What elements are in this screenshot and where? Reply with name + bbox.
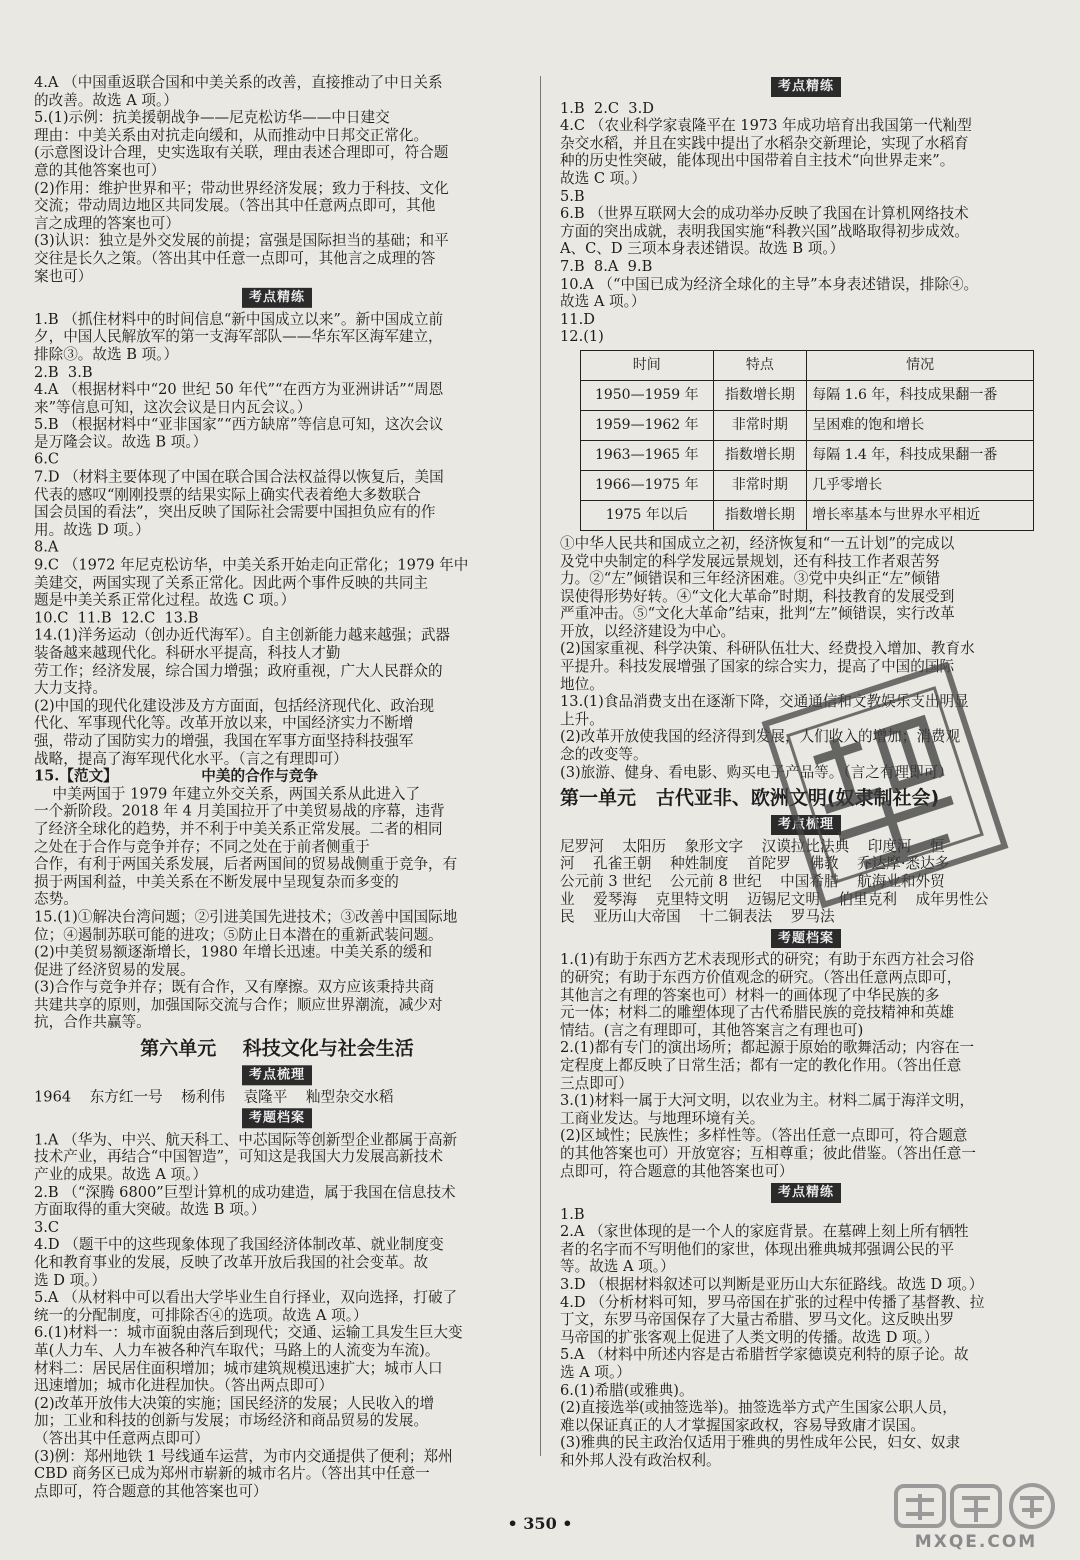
section-tag-label: 考点梳理 <box>771 815 841 835</box>
section-tag <box>34 1065 520 1085</box>
answer-line: (2)国家重视、科学决策、科研队伍壮大、经费投入增加、教育水 <box>560 640 975 658</box>
table-cell: 几乎零增长 <box>807 470 1034 500</box>
table-header-cell: 情况 <box>807 350 1034 380</box>
answer-line: 点即可，符合题意的其他答案也可） <box>34 1482 268 1500</box>
answer-line: （答出其中任意两点即可） <box>34 1429 210 1447</box>
answer-line: (2)中美贸易额逐渐增长，1980 年增长迅速。中美关系的缓和 <box>34 943 433 961</box>
watermark-url: MXQE.COM <box>914 1532 1038 1552</box>
answer-line: (2)作用：维护世界和平；带动世界经济发展；致力于科技、文化 <box>34 179 449 197</box>
answer-line: 交往是长久之策。（答出其中任意一点即可，其他言之成理的答 <box>34 249 436 267</box>
table-header-cell: 特点 <box>713 350 807 380</box>
answer-line: 7.D （材料主要体现了中国在联合国合法权益得以恢复后，美国 <box>34 468 444 486</box>
answer-line: 革(人力车、人力车被各种汽车取代；马路上的人流变为车流)。 <box>34 1342 440 1360</box>
spacer <box>118 768 202 785</box>
answer-line: 促进了经济贸易的发展。 <box>34 961 195 979</box>
answer-line: 公元前 3 世纪 公元前 8 世纪 中国希腊 航海业和外贸 <box>560 873 945 890</box>
answer-line: 故选 C 项。） <box>560 169 647 187</box>
answer-line: 代化、军事现代化等。改革开放以来，中国经济实力不断增 <box>34 714 414 732</box>
answer-line: 共建共享的原则，加强国际交流与合作；顺应世界潮流，减少对 <box>34 996 443 1014</box>
answer-line: 国会员国的看法”，突出反映了国际社会需要中国担负应有的作 <box>34 503 436 521</box>
answer-line: 统一的分配制度，可排除否④的选项。故选 A 项。） <box>34 1306 368 1324</box>
answer-line: 方面取得的重大突破。故选 B 项。） <box>34 1201 266 1219</box>
answer-line: 1.A （华为、中兴、航天科工、中芯国际等创新型企业都属于高新 <box>34 1131 458 1149</box>
answer-line: 1.(1)有助于东西方艺术表现形式的研究；有助于东西方社会习俗 <box>560 951 975 969</box>
answer-line: 等。故选 A 项。） <box>560 1258 675 1276</box>
answer-line: 11.D <box>560 310 595 328</box>
section-tag-label: 考题档案 <box>242 1109 312 1129</box>
answer-line: 美建交，两国实现了关系正常化。因此两个事件反映的共同主 <box>34 574 429 592</box>
answer-line: 1.B <box>560 1205 585 1223</box>
answer-line: 和外邦人没有政治权利。 <box>560 1452 721 1469</box>
answer-line: 难以保证真正的人才掌握国家政权，容易导致庸才误国。 <box>560 1416 925 1434</box>
answer-line: (2)直接选举(或抽签选举)。抽签选举方式产生国家公职人员， <box>560 1399 957 1417</box>
table-row <box>581 410 1034 440</box>
table-row <box>581 380 1034 410</box>
answer-line: 2.B （“深腾 6800”巨型计算机的成功建造，属于我国在信息技术 <box>34 1183 456 1201</box>
answer-line: 位；④遏制苏联可能的进攻；⑤防止日本潜在的重新武装问题。 <box>34 925 443 943</box>
answer-line: 误使得形势好转。④“文化大革命”时期，科技教育的发展受到 <box>560 587 955 605</box>
answer-line: 元一体；材料二的雕塑体现了古代希腊民族的竞技精神和英雄 <box>560 1004 955 1022</box>
answer-line: 言之成理的答案也可） <box>34 214 180 232</box>
answer-line: (3)例：郑州地铁 1 号线通车运营，为市内交通提供了便利；郑州 <box>34 1447 453 1465</box>
table-cell: 1950—1959 年 <box>581 380 714 410</box>
table-row <box>581 500 1034 530</box>
answer-line: 4.D （分析材料可知，罗马帝国在扩张的过程中传播了基督教、拉 <box>560 1293 985 1311</box>
answer-line: 用。故选 D 项。） <box>34 521 150 539</box>
answer-line: 6.C <box>34 451 60 469</box>
table-cell: 1959—1962 年 <box>581 410 714 440</box>
answer-line: 10.A （“中国已成为经济全球化的主导”本身表述错误，排除④。 <box>560 275 979 293</box>
answer-line: 严重冲击。⑤“文化大革命”结束，批判“左”倾错误，实行改革 <box>560 605 955 623</box>
answer-line: 三点即可） <box>560 1074 633 1092</box>
answer-line: 念的改变等。 <box>560 746 648 764</box>
answer-line: 5.B （根据材料中“亚非国家”“西方缺席”等信息可知，这次会议 <box>34 416 444 434</box>
table-cell: 1966—1975 年 <box>581 470 714 500</box>
answer-line: 合作，有利于两国关系发展，后者两国间的贸易战侧重于竞争，有 <box>34 855 458 873</box>
table-cell: 指数增长期 <box>713 500 807 530</box>
answer-line: (2)改革开放伟大决策的实施；国民经济的发展；人民收入的增 <box>34 1394 435 1412</box>
answer-line: 化和教育事业的发展，反映了改革开放后我国的社会变革。故 <box>34 1254 429 1272</box>
watermark-logo <box>888 1482 1064 1552</box>
answer-line: 理由：中美关系由对抗走向缓和，从而推动中日邦交正常化。 <box>34 126 429 144</box>
answer-line: 技术产业，再结合“中国智造”，可知这是我国大力发展高新技术 <box>34 1148 443 1166</box>
answer-line: 中美两国于 1979 年建立外交关系，两国关系从此进入了 <box>34 785 421 803</box>
watermark-icon <box>888 1482 1064 1532</box>
answer-line: 10.C 11.B 12.C 13.B <box>34 609 199 627</box>
answer-line: (示意图设计合理，史实选取有关联，理由表述合理即可，符合题 <box>34 144 449 162</box>
table-cell: 指数增长期 <box>713 440 807 470</box>
answer-line: 13.(1)食品消费支出在逐渐下降，交通通信和文教娱乐支出明显 <box>560 693 969 711</box>
answer-line: 民 亚历山大帝国 十二铜表法 罗马法 <box>560 908 835 926</box>
answer-line: 大力支持。 <box>34 679 107 697</box>
answer-line: (3)旅游、健身、看电影、购买电子产品等。（言之有理即可） <box>560 763 953 781</box>
section-tag-label: 考点梳理 <box>242 1065 312 1085</box>
answer-line: 2.A （家世体现的是一个人的家庭背景。在墓碑上刻上所有牺牲 <box>560 1223 969 1241</box>
right-column-top <box>560 77 1052 346</box>
answer-line: 业 爱琴海 克里特文明 迈锡尼文明 伯里克利 成年男性公 <box>560 890 989 908</box>
section-tag <box>560 77 1052 97</box>
answer-line: 情结。(言之有理即可，其他答案言之有理也可) <box>560 1021 864 1039</box>
page-number: • 350 • <box>507 1514 573 1533</box>
answer-line: 材料二：居民居住面积增加；城市建筑规模迅速扩大；城市人口 <box>34 1359 443 1377</box>
answer-line: 河 孔雀王朝 种姓制度 首陀罗 佛教 乔达摩·悉达多 <box>560 855 950 873</box>
section-tag <box>560 1183 1052 1203</box>
answer-line: 12.(1) <box>560 328 604 346</box>
answer-line: 6.(1)希腊(或雅典)。 <box>560 1381 694 1399</box>
table-row <box>581 440 1034 470</box>
answer-line: 故选 A 项。） <box>560 293 646 311</box>
table-cell: 呈困难的饱和增长 <box>807 410 1034 440</box>
answer-line: 2.(1)都有专门的演出场所；都起源于原始的歌舞活动；内容在一 <box>560 1039 975 1057</box>
answer-line: 力。②“左”倾错误和三年经济困难。③党中央纠正“左”倾错 <box>560 570 941 588</box>
answer-line: 的研究；有助于东西方价值观念的研究。（答出任意两点即可， <box>560 968 962 986</box>
answer-line: 工商业发达。与地理环境有关。 <box>560 1109 765 1127</box>
table-body <box>581 380 1034 530</box>
answer-line: 开放，以经济建设为中心。 <box>560 622 736 640</box>
section-tag-label: 考点精练 <box>771 1183 841 1203</box>
answer-line: (2)中国的现代化建设涉及方方面面，包括经济现代化、政治现 <box>34 697 435 715</box>
answer-line: (2)区域性；民族性；多样性等。（答出任意一点即可，符合题意 <box>560 1127 968 1145</box>
answer-line: 的改善。故选 A 项。） <box>34 91 178 109</box>
answer-line: 战略，提高了海军现代化水平。（言之有理即可） <box>34 750 348 768</box>
left-column <box>34 74 520 1500</box>
answer-line: CBD 商务区已成为郑州市崭新的城市名片。（答出其中任意一 <box>34 1465 430 1483</box>
answer-line: 8.A <box>34 539 59 557</box>
answer-line: 加；工业和科技的创新与发展；市场经济和商品贸易的发展。 <box>34 1412 429 1430</box>
answer-line: 交流；带动周边地区共同发展。（答出其中任意两点即可，其他 <box>34 197 436 215</box>
answer-line: 损于两国利益，中美关系在不断发展中呈现复杂而多变的 <box>34 873 399 891</box>
seal-stamp <box>730 660 1030 920</box>
answer-line: 之处在于合作与竞争并存；不同之处在于前者侧重于 <box>34 837 370 855</box>
answer-line: 6.(1)材料一：城市面貌由落后到现代；交通、运输工具发生巨大变 <box>34 1324 463 1342</box>
section-tag <box>34 1109 520 1129</box>
answer-line: (2)改革开放使我国的经济得到发展，人们收入的增加；消费观 <box>560 728 961 746</box>
unit-heading: 第一单元 古代亚非、欧洲文明(奴隶制社会) <box>560 787 940 810</box>
answer-line: 点即可，符合题意的其他答案也可） <box>560 1162 794 1180</box>
answer-line: 强，带动了国防实力的增强，我国在军事方面坚持科技强军 <box>34 732 414 750</box>
essay-heading <box>34 768 520 786</box>
answer-line: 1964 东方红一号 杨利伟 袁隆平 籼型杂交水稻 <box>34 1087 394 1105</box>
answer-line: 1.B 2.C 3.D <box>560 99 654 117</box>
answer-line: 代表的感叹“刚刚投票的结果实际上确实代表着绝大多数联合 <box>34 486 421 504</box>
table-cell: 非常时期 <box>713 410 807 440</box>
answer-line: 14.(1)洋务运动（创办近代海军）。自主创新能力越来越强；武器 <box>34 627 451 645</box>
answer-line: 态势。 <box>34 890 78 908</box>
answer-line: 迅速增加；城市化进程加快。（答出两点即可） <box>34 1377 334 1395</box>
answer-line: 种的历史性突破，能体现出中国带着自主技术“向世界走来”。 <box>560 152 955 170</box>
essay-label: 15.【范文】 <box>34 767 118 785</box>
answer-line: 一个新阶段。2018 年 4 月美国拉开了中美贸易战的序幕，违背 <box>34 802 445 820</box>
section-tag-label: 考点精练 <box>771 77 841 97</box>
answer-line: 6.B （世界互联网大会的成功举办反映了我国在计算机网络技术 <box>560 205 969 223</box>
answer-line: 马帝国的扩张客观上促进了人类文明的传播。故选 D 项。） <box>560 1328 939 1346</box>
answer-line: 装备越来越现代化。科研水平提高，科技人才勤 <box>34 644 341 662</box>
answer-line: 夕，中国人民解放军的第一支海军部队——华东军区海军建立， <box>34 328 443 346</box>
answer-line: 案也可） <box>34 267 93 285</box>
answer-line: (3)雅典的民主政治仅适用于雅典的男性成年公民，妇女、奴隶 <box>560 1434 961 1452</box>
answer-line: 是万隆会议。故选 B 项。） <box>34 433 208 451</box>
table-header-row <box>581 350 1034 380</box>
answer-line: 定程度上都反映了日常生活；都有一定的教化作用。（答出任意 <box>560 1056 962 1074</box>
answer-line: 5.A （从材料中可以看出大学毕业生自行择业，双向选择，打破了 <box>34 1289 458 1307</box>
table-cell: 非常时期 <box>713 470 807 500</box>
answer-line: 3.(1)材料一属于大河文明，以农业为主。材料二属于海洋文明， <box>560 1092 975 1110</box>
unit-heading: 第六单元 科技文化与社会生活 <box>140 1037 414 1060</box>
table-cell: 1963—1965 年 <box>581 440 714 470</box>
answer-line: (3)认识：独立是外交发展的前提；富强是国际担当的基础；和平 <box>34 232 449 250</box>
table-header-cell: 时间 <box>581 350 714 380</box>
answer-line: 5.(1)示例：抗美援朝战争——尼克松访华——中日建交 <box>34 109 390 127</box>
essay-title: 中美的合作与竞争 <box>201 767 319 785</box>
answer-line: 4.D （题干中的这些现象体现了我国经济体制改革、就业制度变 <box>34 1236 444 1254</box>
answer-line: 7.B 8.A 9.B <box>560 257 653 275</box>
answer-line: 题是中美关系正常化过程。故选 C 项。） <box>34 591 296 609</box>
table-cell: 指数增长期 <box>713 380 807 410</box>
answer-line: 杂交水稻，并且在实践中提出了水稻杂交新理论，实现了水稻育 <box>560 134 969 152</box>
answer-line: 方面的突出成就，表明我国实施“科教兴国”战略取得初步成效。 <box>560 222 969 240</box>
column-divider <box>540 76 541 1456</box>
answer-line: 4.C （农业科学家袁隆平在 1973 年成功培育出我国第一代籼型 <box>560 117 972 135</box>
section-tag <box>34 288 520 308</box>
answer-line: 4.A （根据材料中“20 世纪 50 年代”“在西方为亚洲讲话”“周恩 <box>34 380 444 398</box>
answer-line: 3.C <box>34 1219 60 1236</box>
answer-line: 抗，合作共赢等。 <box>34 1013 151 1031</box>
answer-line: ①中华人民共和国成立之初，经济恢复和“一五计划”的完成以 <box>560 534 955 552</box>
answer-line: 其他言之有理的答案也可）材料一的画体现了中华民族的多 <box>560 986 940 1004</box>
answer-line: 选 D 项。） <box>34 1271 107 1289</box>
answer-line: 丁文，东罗马帝国保存了大量古希腊、罗马文化。这反映出罗 <box>560 1311 955 1329</box>
section-tag-label: 考题档案 <box>771 929 841 949</box>
table-row <box>581 470 1034 500</box>
answer-line: (3)合作与竞争并存；既有合作，又有摩擦。双方应该秉持共商 <box>34 978 435 996</box>
answer-line: 产业的成果。故选 A 项。） <box>34 1166 208 1184</box>
answer-line: 者的名字而不写明他们的家世，体现出雅典城邦强调公民的平 <box>560 1240 955 1258</box>
answer-line: 5.B <box>560 187 585 205</box>
answer-line: 3.D （根据材料叙述可以判断是亚历山大东征路线。故选 D 项。） <box>560 1276 984 1294</box>
table-cell: 增长率基本与世界水平相近 <box>807 500 1034 530</box>
section-tag <box>560 929 1052 949</box>
answer-line: 及党中央制定的科学发展远景规划，还有科技工作者艰苦努 <box>560 552 940 570</box>
table-cell: 每隔 1.6 年，科技成果翻一番 <box>807 380 1034 410</box>
table-cell: 1975 年以后 <box>581 500 714 530</box>
answer-line: 2.B 3.B <box>34 363 93 381</box>
answer-line: 9.C （1972 年尼克松访华，中美关系开始走向正常化；1979 年中 <box>34 556 469 574</box>
answer-line: 上升。 <box>560 710 604 728</box>
answer-line: 意的其他答案也可） <box>34 161 166 179</box>
answer-line: 了经济全球化的趋势，并不利于中美关系正常发展。二者的相同 <box>34 820 443 838</box>
answer-line: 来”等信息可知，这次会议是日内瓦会议。） <box>34 398 312 416</box>
answer-line: 4.A （中国重返联合国和中美关系的改善，直接推动了中日关系 <box>34 74 443 91</box>
sci-tech-growth-table <box>580 350 1034 531</box>
answer-line: 1.B （抓住材料中的时间信息“新中国成立以来”。新中国成立前 <box>34 310 444 328</box>
table-cell: 每隔 1.4 年，科技成果翻一番 <box>807 440 1034 470</box>
answer-line: 劳工作；经济发展，综合国力增强；政府重视，广大人民群众的 <box>34 662 443 680</box>
answer-line: 5.A （材料中所述内容是古希腊哲学家德谟克利特的原子论。故 <box>560 1346 969 1364</box>
answer-line: A、C、D 三项本身表述错误。故选 B 项。） <box>560 240 845 258</box>
section-tag-label: 考点精练 <box>242 288 312 308</box>
answer-line: 平提升。科技发展增强了国家的综合实力，提高了中国的国际 <box>560 658 955 676</box>
answer-line: 15.(1)①解决台湾问题；②引进美国先进技术；③改善中国国际地 <box>34 908 458 926</box>
answer-line: 的其他答案也可）开放宽容；互相尊重；彼此借鉴。（答出任意一 <box>560 1144 976 1162</box>
answer-line: 排除③。故选 B 项。） <box>34 345 179 363</box>
answer-line: 尼罗河 太阳历 象形文字 汉谟拉比法典 印度河 恒 <box>560 837 945 855</box>
answer-line: 地位。 <box>560 675 604 693</box>
answer-line: 选 A 项。） <box>560 1364 631 1382</box>
